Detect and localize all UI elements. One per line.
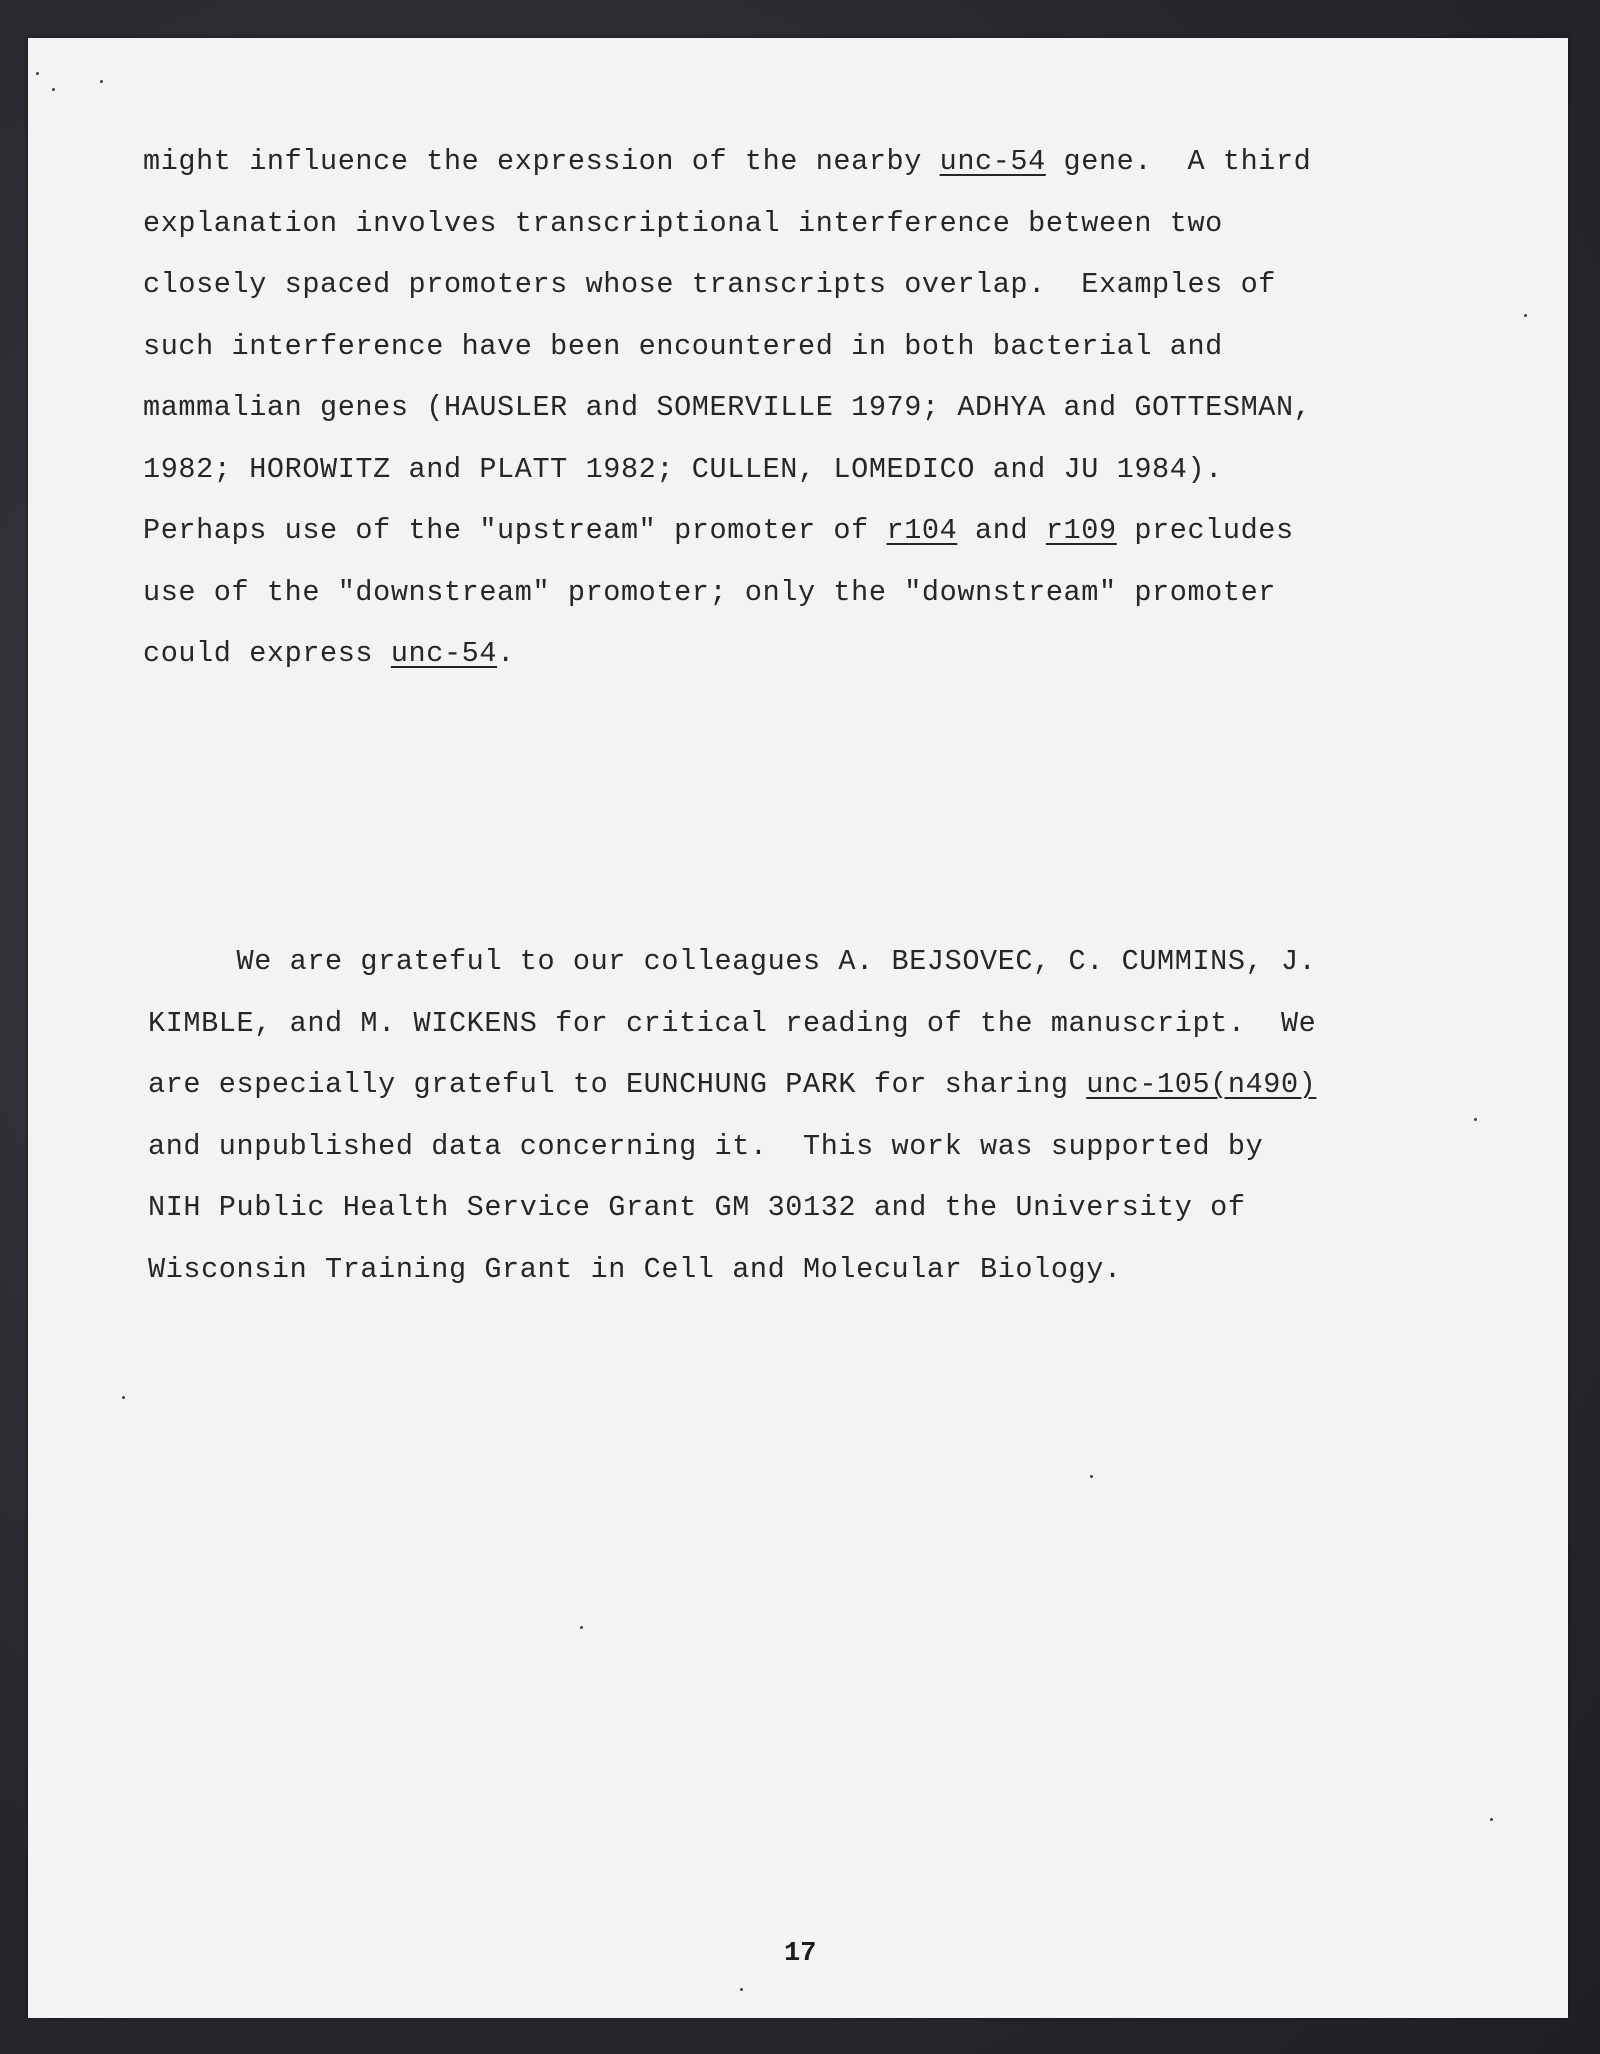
paragraph-line: could express unc-54. xyxy=(143,637,515,670)
scan-speck xyxy=(52,88,55,91)
paragraph-line: might influence the expression of the nearby unc-54 gene. A third xyxy=(143,145,1312,178)
paragraph-line: use of the "downstream" promoter; only the "downstream" promoter xyxy=(143,576,1276,609)
paragraph-line: closely spaced promoters whose transcripts overlap. Examples of xyxy=(143,268,1276,301)
gene-name: r109 xyxy=(1045,514,1117,547)
document-page xyxy=(28,38,1568,2018)
scan-speck xyxy=(1524,314,1527,317)
page-number: 17 xyxy=(784,1939,817,1969)
scan-speck xyxy=(740,1988,743,1991)
paragraph-line: We are grateful to our colleagues A. BEJSOVEC, C. CUMMINS, J. xyxy=(148,945,1317,978)
gene-name: unc-105(n490) xyxy=(1086,1068,1317,1101)
paragraph-line: mammalian genes (HAUSLER and SOMERVILLE 1979; ADHYA and GOTTESMAN, xyxy=(143,391,1312,424)
scan-speck xyxy=(122,1396,125,1399)
paragraph-line: 1982; HOROWITZ and PLATT 1982; CULLEN, LOMEDICO and JU 1984). xyxy=(143,453,1223,486)
paragraph-line: NIH Public Health Service Grant GM 30132 and the University of xyxy=(148,1191,1246,1224)
scan-speck xyxy=(1090,1475,1093,1478)
gene-name: unc-54 xyxy=(939,145,1046,178)
gene-name: r104 xyxy=(886,514,958,547)
gene-name: unc-54 xyxy=(390,637,498,670)
paragraph-line: and unpublished data concerning it. This work was supported by xyxy=(148,1130,1264,1163)
paragraph-line: explanation involves transcriptional interference between two xyxy=(143,207,1223,240)
scan-speck xyxy=(36,72,39,75)
scan-speck xyxy=(100,80,103,83)
scan-speck xyxy=(1490,1818,1493,1821)
paragraph-line: are especially grateful to EUNCHUNG PARK for sharing unc-105(n490) xyxy=(148,1068,1317,1101)
paragraph-line: such interference have been encountered in both bacterial and xyxy=(143,330,1223,363)
paragraph-line: KIMBLE, and M. WICKENS for critical reading of the manuscript. We xyxy=(148,1007,1317,1040)
paragraph-line: Perhaps use of the "upstream" promoter of r104 and r109 precludes xyxy=(143,514,1294,547)
scan-speck xyxy=(1474,1118,1477,1121)
scan-speck xyxy=(580,1626,583,1629)
paragraph-line: Wisconsin Training Grant in Cell and Molecular Biology. xyxy=(148,1253,1122,1286)
